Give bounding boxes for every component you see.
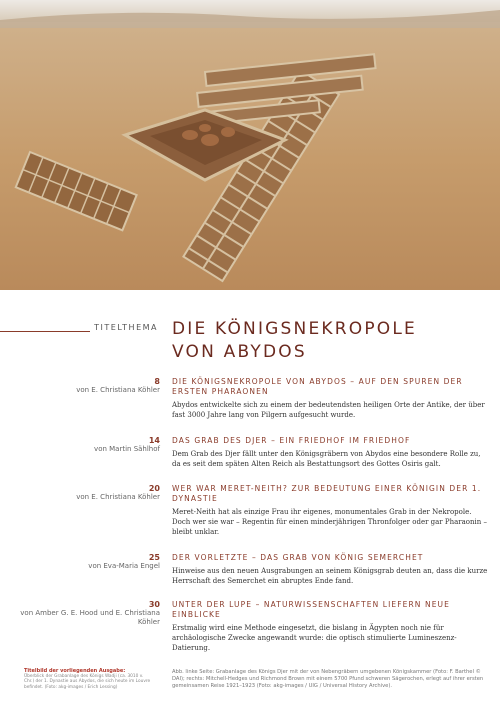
author: von Martin Sählhof bbox=[94, 445, 160, 453]
article-teaser: Erstmalig wird eine Methode eingesetzt, die bislang in Ägypten noch nie für archäologische Zwecke angewandt wurde: die optisch stimulierte Lumineszenz-Datierung. bbox=[172, 624, 457, 652]
page-number: 25 bbox=[148, 553, 160, 562]
article-teaser: Hinweise aus den neuen Ausgrabungen an seinem Königsgrab deuten an, dass die kurze Herrschaft des Semerchet ein abruptes Ende fand. bbox=[172, 567, 488, 585]
toc-entry-body bbox=[172, 377, 488, 420]
section-label-text: TITELTHEMA bbox=[90, 323, 158, 332]
cover-caption-body: Überblick der Grabanlage des Königs Wadji (ca. 3010 v. Chr.) der 1. Dynastie aus Abydos, die sich heute im Louvre befindet. (Foto: akg-images / Erich Lessing) bbox=[24, 674, 151, 690]
article-heading[interactable]: DAS GRAB DES DJER – EIN FRIEDHOF IM FRIEDHOF bbox=[172, 436, 411, 445]
cover-caption bbox=[24, 668, 154, 690]
page-title bbox=[172, 318, 492, 364]
toc-entry-body bbox=[172, 436, 488, 469]
toc-entry-meta bbox=[0, 600, 160, 627]
cover-caption-title: Titelbild der vorliegenden Ausgabe: bbox=[24, 668, 126, 674]
title-line-1: DIE KÖNIGSNEKROPOLE bbox=[172, 319, 417, 339]
toc-entry-meta bbox=[0, 484, 160, 502]
article-teaser: Dem Grab des Djer fällt unter den Königsgräbern von Abydos eine besondere Rolle zu, da es seit dem späten Alten Reich als Bestattungsort des Gottes Osiris galt. bbox=[172, 450, 481, 468]
author: von E. Christiana Köhler bbox=[76, 493, 160, 501]
title-line-2: VON ABYDOS bbox=[172, 342, 307, 362]
author: von Eva-Maria Engel bbox=[88, 562, 160, 570]
author: von Amber G. E. Hood und E. Christiana Köhler bbox=[20, 609, 160, 626]
toc-entry-body bbox=[172, 600, 488, 653]
article-teaser: Abydos entwickelte sich zu einem der bedeutendsten heiligen Orte der Antike, der über fast 3000 Jahre lang von Pilgern aufgesucht wurde. bbox=[172, 401, 485, 419]
toc-entry-meta bbox=[0, 436, 160, 454]
article-heading[interactable]: UNTER DER LUPE – NATURWISSENSCHAFTEN LIEFERN NEUE EINBLICKE bbox=[172, 600, 450, 619]
toc-entry-body bbox=[172, 484, 488, 537]
article-heading[interactable]: DER VORLETZTE – DAS GRAB VON KÖNIG SEMERCHET bbox=[172, 553, 424, 562]
article-heading[interactable]: WER WAR MERET-NEITH? ZUR BEDEUTUNG EINER KÖNIGIN DER 1. DYNASTIE bbox=[172, 484, 482, 503]
image-credits: Abb. linke Seite: Grabanlage des Königs Djer mit der von Nebengräbern umgebenen Königskammer (Foto: F. Barthel © DAI); rechts: Mitchell-Hedges und Richmond Brown mit einem 5700 Pfund schweren Sägerochen, erlegt auf ihrer ersten gemeinsamen Reise 1921–1923 (Foto: akg-images / UIG / Universal History Archive). bbox=[172, 669, 484, 689]
article-teaser: Meret-Neith hat als einzige Frau ihr eigenes, monumentales Grab in der Nekropole. Doch wer sie war – Regentin für einen minderjährigen Thronfolger oder gar Pharaonin – bleibt unklar. bbox=[172, 508, 487, 536]
article-heading[interactable]: DIE KÖNIGSNEKROPOLE VON ABYDOS – AUF DEN SPUREN DER ERSTEN PHARAONEN bbox=[172, 377, 463, 396]
page-number: 14 bbox=[148, 436, 160, 445]
page-number: 30 bbox=[148, 600, 160, 609]
page-number: 20 bbox=[148, 484, 160, 493]
toc-entry-meta bbox=[0, 377, 160, 395]
cover-photo bbox=[0, 0, 500, 290]
page-number: 8 bbox=[154, 377, 160, 386]
toc-entry-body bbox=[172, 553, 488, 586]
toc-entry-meta bbox=[0, 553, 160, 571]
author: von E. Christiana Köhler bbox=[76, 386, 160, 394]
section-label bbox=[0, 323, 158, 332]
